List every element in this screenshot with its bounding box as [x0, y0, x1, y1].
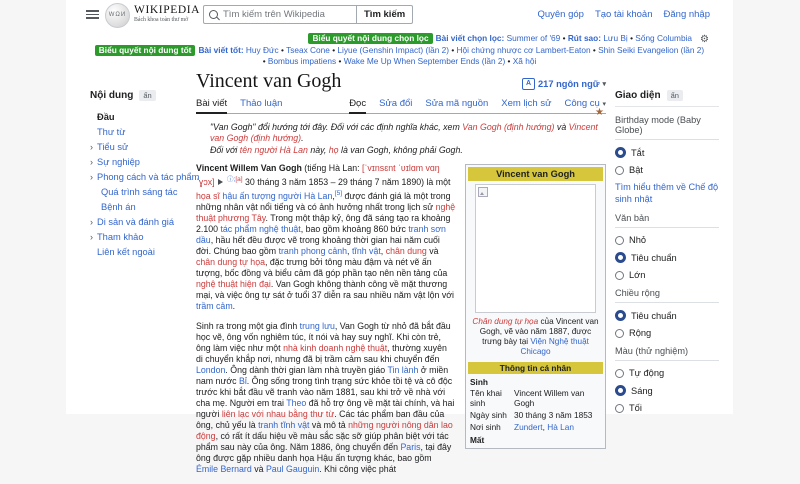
inline-text: , tại đây ông được gặp nhiều danh họa Hậu ấn tượng khác, bao gồm	[196, 441, 452, 463]
inline-link[interactable]: Wake Me Up When September Ends (lần 2)	[343, 56, 506, 66]
inline-text: •	[590, 45, 599, 55]
radio-icon	[615, 385, 626, 396]
table-of-contents	[90, 90, 200, 261]
tab-read[interactable]: Đọc	[349, 98, 366, 114]
inline-link[interactable]: Hà Lan	[547, 422, 574, 432]
inline-text: •	[262, 56, 268, 66]
good-article-vote-row	[66, 45, 733, 67]
inline-link[interactable]: Tin lành	[387, 364, 419, 375]
search-bar	[203, 5, 413, 24]
reference-superscript[interactable]: [a]	[235, 176, 243, 183]
radio-icon	[615, 310, 626, 321]
search-button[interactable]: Tìm kiếm	[357, 5, 413, 24]
inline-text: của Vincent van Gogh, vẽ vào năm 1887, được trưng bày tại	[479, 317, 599, 346]
infobox	[465, 164, 606, 449]
inline-text: •	[278, 45, 287, 55]
chevron-right-icon[interactable]: ›	[90, 157, 93, 167]
tab-history[interactable]: Xem lịch sử	[501, 98, 552, 109]
radio-color-auto[interactable]: Tự động	[615, 368, 719, 378]
page-canvas	[66, 0, 733, 474]
broken-image-icon	[478, 187, 488, 197]
toc-item-lien-ket-ngoai[interactable]: Liên kết ngoài	[97, 247, 155, 257]
good-article-vote-badge[interactable]: Biểu quyết nội dung tốt	[95, 45, 196, 56]
inline-text: ,	[332, 190, 335, 201]
toc-title: Nội dung	[90, 90, 134, 101]
inline-link[interactable]: Paris	[400, 441, 421, 452]
infobox-row-birthdate: Ngày sinh 30 tháng 3 năm 1853	[470, 410, 593, 420]
inline-text: là van Gogh, không phải Gogh.	[338, 145, 463, 155]
inline-text: . Ông dành thời gian làm nhà truyền giáo	[225, 364, 388, 375]
toc-item-benh-an[interactable]: Bệnh án	[101, 202, 136, 212]
inline-link[interactable]: tranh sơn dầu	[196, 223, 446, 245]
inline-red-link[interactable]: [ˈvɪnsɛnt ˈʋɪlɑm vɑŋ ˈɣɔx]	[196, 163, 440, 187]
chevron-down-icon: ▾	[602, 81, 606, 88]
inline-link[interactable]: Bombus impatiens	[267, 56, 337, 66]
inline-text: 30 tháng 3 năm 1853 – 29 tháng 7 năm 1890) là một	[242, 176, 451, 187]
inline-link[interactable]: trầm cảm	[196, 300, 233, 311]
radio-icon	[615, 404, 624, 413]
toc-item-tham-khao[interactable]: › Tham khảo	[90, 232, 144, 242]
tab-talk[interactable]: Thảo luận	[240, 98, 283, 109]
radio-text-large[interactable]: Lớn	[615, 270, 719, 280]
inline-red-link[interactable]: Chân dung tự họa	[472, 317, 539, 326]
inline-text: Sinh ra trong một gia đình	[196, 320, 300, 331]
inline-link[interactable]: Summer of '69	[506, 33, 561, 43]
radio-icon	[615, 369, 624, 378]
inline-link[interactable]: trung lưu	[299, 320, 335, 331]
page-title: Vincent van Gogh	[196, 70, 342, 92]
infobox-title: Vincent van Gogh	[468, 167, 603, 181]
inline-link[interactable]: Rút sao:	[567, 33, 604, 43]
inline-text: •	[449, 45, 457, 55]
inline-text: ở miền nam nước	[196, 364, 449, 386]
radio-width-wide[interactable]: Rộng	[615, 328, 719, 338]
inline-link[interactable]: Hội chứng nhược cơ Lambert-Eaton	[456, 45, 591, 55]
wordmark-title: WIKIPEDIA	[134, 4, 201, 16]
inline-link[interactable]: Émile Bernard	[196, 463, 252, 474]
site-header	[66, 0, 733, 30]
tab-tools[interactable]: Công cụ ▾	[564, 98, 606, 109]
inline-text: Đối với	[210, 145, 240, 155]
inline-red-link[interactable]: liên lạc với nhau bằng thư từ	[221, 408, 335, 419]
inline-red-link[interactable]: Van Gogh (định hướng)	[462, 122, 555, 132]
chevron-right-icon[interactable]: ›	[90, 142, 93, 152]
audio-speaker-icon[interactable]	[218, 179, 226, 185]
radio-icon	[615, 166, 624, 175]
wikipedia-wordmark[interactable]	[134, 4, 200, 23]
inline-link[interactable]: Theo	[286, 397, 307, 408]
inline-text: .	[232, 300, 236, 311]
user-links	[537, 9, 710, 20]
wordmark-tagline: Bách khoa toàn thư mở	[134, 17, 189, 23]
inline-link[interactable]: Tseax Cone	[286, 45, 330, 55]
language-selector-button[interactable]: A 217 ngôn ngữ ▾	[522, 78, 606, 90]
inline-text: . Khi công việc phát	[319, 463, 397, 474]
inline-text: được đánh giá là một trong những nhân vật nổi tiếng và có ảnh hưởng nhất trong lịch sử	[196, 190, 451, 212]
inline-link[interactable]: hậu ấn tượng	[222, 190, 276, 201]
search-placeholder: Tìm kiếm trên Wikipedia	[223, 9, 325, 20]
radio-width-standard[interactable]: Tiêu chuẩn	[615, 310, 719, 321]
inline-text: và	[251, 463, 266, 474]
toc-item-thu-tu[interactable]: Thư từ	[97, 127, 126, 137]
infobox-row-birthplace: Nơi sinh Zundert, Hà Lan	[470, 422, 574, 432]
appearance-panel	[615, 90, 719, 420]
radio-birthday-off[interactable]: Tắt	[615, 147, 719, 158]
inline-link[interactable]: tranh phong cảnh	[278, 245, 348, 256]
article-body	[196, 163, 606, 475]
inline-text: •	[329, 45, 338, 55]
inline-link[interactable]: Shin Seiki Evangelion (lần 2)	[598, 45, 705, 55]
reference-superscript[interactable]: ⓘ;	[227, 176, 236, 183]
inline-link[interactable]: tác phẩm nghệ thuật	[220, 223, 301, 234]
inline-text: , có rất ít dấu hiệu về màu sắc sặc sỡ giúp phân biệt với tác phẩm sau này của ông. Năm 1886, ông chuyển đến	[196, 430, 449, 452]
reference-superscript[interactable]: [5]	[334, 189, 343, 197]
section-birthday-mode: Birthday mode (Baby Globe)	[615, 115, 719, 140]
hatnotes	[210, 122, 606, 156]
inline-text: •	[627, 33, 636, 43]
radio-icon	[615, 252, 626, 263]
inline-red-link[interactable]: họ	[328, 145, 339, 155]
hatnote-dutch-name	[210, 145, 606, 156]
radio-birthday-on[interactable]: Bật	[615, 165, 719, 175]
appearance-hide-button[interactable]: ẩn	[667, 90, 683, 101]
inline-text: và	[426, 245, 439, 256]
inline-link[interactable]: người Hà Lan	[278, 190, 333, 201]
featured-vote-badge[interactable]: Biểu quyết nội dung chọn lọc	[308, 33, 432, 44]
chevron-right-icon[interactable]: ›	[90, 217, 93, 227]
search-icon	[209, 10, 218, 19]
inline-text: .	[301, 133, 304, 143]
site-notice	[66, 33, 733, 67]
hamburger-menu-icon[interactable]	[86, 10, 99, 19]
inline-red-link[interactable]: tên người Hà Lan	[239, 145, 308, 155]
inline-link[interactable]: Bài viết tốt:	[198, 45, 246, 55]
inline-text: "Van Gogh" đổi hướng tới đây. Đối với các định nghĩa khác, xem	[210, 122, 463, 132]
toc-item-phong-cach[interactable]: › Phong cách và tác phẩm	[90, 172, 200, 182]
inline-link[interactable]: Bỉ	[238, 375, 247, 386]
inline-red-link[interactable]: họa sĩ	[196, 190, 220, 201]
inline-text	[215, 177, 217, 187]
toc-item-dau[interactable]: Đầu	[97, 112, 115, 122]
good-article-vote-links	[198, 45, 704, 66]
chevron-right-icon[interactable]: ›	[90, 172, 93, 182]
create-account-link[interactable]: Tạo tài khoản	[594, 9, 653, 20]
inline-link[interactable]: tranh tĩnh vật	[258, 419, 310, 430]
inline-link[interactable]: Lưu Bị	[603, 33, 628, 43]
section-width: Chiều rộng	[615, 288, 719, 303]
appearance-title: Giao diện	[615, 90, 661, 101]
toc-hide-button[interactable]: ẩn	[139, 90, 155, 101]
infobox-section-personal: Thông tin cá nhân	[468, 362, 603, 374]
inline-text: , hầu hết đều được vẽ trong khoảng thời gian hai năm cuối đời. Chúng bao gồm	[196, 234, 440, 256]
radio-color-dark[interactable]: Tối	[615, 403, 719, 413]
inline-text: , đặc trưng bởi tông màu đậm và nét vẽ ấn tượng, bốc đồng và biểu cảm đã góp phần tạo nên nền tảng của	[196, 256, 448, 278]
inline-link[interactable]: Bài viết chọn lọc:	[435, 33, 507, 43]
inline-text: ,	[347, 245, 352, 256]
toc-item-qua-trinh[interactable]: Quá trình sáng tác	[101, 187, 178, 197]
inline-link[interactable]: London	[196, 364, 226, 375]
toc-item-su-nghiep[interactable]: › Sự nghiệp	[90, 157, 140, 167]
inline-link[interactable]: Liyue (Genshin Impact) (lần 2)	[337, 45, 450, 55]
inline-text: Vincent Willem Van Gogh	[196, 163, 302, 173]
inline-red-link[interactable]: nghệ thuật hiện đại	[196, 278, 271, 289]
search-input[interactable]	[203, 5, 357, 24]
inline-text: •	[505, 56, 513, 66]
radio-icon	[615, 236, 624, 245]
inline-red-link[interactable]: nghệ thuật phương Tây	[196, 201, 456, 223]
login-link[interactable]: Đăng nhập	[663, 9, 710, 20]
inline-text: •	[336, 56, 344, 66]
infobox-caption	[468, 316, 603, 360]
radio-icon	[615, 271, 624, 280]
inline-text: . Trong một thập kỷ, ông đã sáng tạo ra khoảng 2.100	[196, 212, 451, 234]
section-color: Màu (thử nghiệm)	[615, 346, 719, 361]
inline-text: . Ông sống trong tình trạng sức khỏe tồi tệ và cô độc trước khi bắt đầu vẽ tranh vào năm 1881, sau khi trở về nhà với cha mẹ. Người em trai	[196, 375, 453, 408]
wikipedia-globe-logo[interactable]: WΩИ	[105, 3, 130, 28]
inline-red-link[interactable]: chân dung	[385, 245, 427, 256]
infobox-group-birth: Sinh	[470, 377, 488, 387]
inline-text: , Van Gogh từ nhỏ đã bắt đầu học vẽ, ông vốn nghiêm túc, ít nói và hay suy nghĩ. Khi còn trẻ, ông làm việc như một	[196, 320, 451, 353]
donate-link[interactable]: Quyên góp	[537, 9, 584, 20]
article-tabs	[196, 98, 606, 114]
toc-item-di-san[interactable]: › Di sản và đánh giá	[90, 217, 175, 227]
infobox-portrait-image[interactable]	[475, 184, 596, 313]
inline-link[interactable]: Viện Nghệ thuật Chicago	[520, 337, 589, 356]
featured-vote-row	[66, 33, 733, 45]
inline-text: (tiếng Hà Lan:	[301, 163, 362, 173]
radio-text-small[interactable]: Nhỏ	[615, 235, 719, 245]
inline-text: . Van Gogh không thành công về mặt thương mại, và việc ông tự sát ở tuổi 37 diễn ra sau nhiều năm vật lộn với	[196, 278, 455, 300]
chevron-down-icon: ▾	[602, 101, 606, 108]
inline-text: này,	[307, 145, 329, 155]
inline-text: đã hỗ trợ ông về mặt tài chính, và hai người	[196, 397, 455, 419]
inline-red-link[interactable]: Vincent van Gogh (định hướng)	[210, 122, 598, 143]
radio-icon	[615, 147, 626, 158]
inline-text: •	[560, 33, 568, 43]
inline-link[interactable]: Xã hội	[512, 56, 537, 66]
inline-link[interactable]: Zundert	[514, 422, 543, 432]
language-icon: A	[522, 78, 535, 90]
inline-red-link[interactable]: những người nông dân lao động	[196, 419, 453, 441]
inline-link[interactable]: Paul Gauguin	[265, 463, 320, 474]
inline-link[interactable]: Huy Đức	[245, 45, 279, 55]
infobox-row-birthname: Tên khai sinh Vincent Willem van Gogh	[470, 388, 585, 408]
section-text-size: Văn bản	[615, 213, 719, 228]
birthday-mode-learn-link[interactable]: Tìm hiểu thêm về Chế độ sinh nhật	[615, 182, 719, 204]
inline-text: , thường xuyên di chuyển khắp nơi, nhưng đã bị trầm cảm sau khi chuyển đến	[196, 342, 447, 364]
tab-article[interactable]: Bài viết	[196, 98, 227, 114]
inline-red-link[interactable]: chân dung tự họa	[196, 256, 265, 267]
inline-text: . Các tác phẩm ban đầu của ông, chủ yếu là	[196, 408, 445, 430]
toc-item-tieu-su[interactable]: › Tiểu sử	[90, 142, 129, 152]
hatnote-disambiguation	[210, 122, 606, 144]
featured-article-star-icon[interactable]: ★	[595, 107, 604, 118]
radio-icon	[615, 329, 624, 338]
inline-text: , bao gồm khoảng 860 bức	[300, 223, 409, 234]
chevron-right-icon[interactable]: ›	[90, 232, 93, 242]
radio-text-standard[interactable]: Tiêu chuẩn	[615, 252, 719, 263]
inline-link[interactable]: Sống Columbia	[635, 33, 693, 43]
article-content	[196, 70, 606, 484]
tab-edit-source[interactable]: Sửa mã nguồn	[425, 98, 489, 109]
inline-text: ,	[380, 245, 386, 256]
radio-color-light[interactable]: Sáng	[615, 385, 719, 396]
inline-link[interactable]: tĩnh vật	[351, 245, 381, 256]
featured-vote-links	[436, 33, 692, 43]
banner-gear-icon[interactable]: ⚙	[700, 34, 709, 45]
infobox-group-death: Mất	[470, 435, 485, 445]
tab-edit[interactable]: Sửa đổi	[379, 98, 413, 109]
inline-text: và	[554, 122, 569, 132]
inline-text: và mô tả	[309, 419, 349, 430]
inline-red-link[interactable]: nhà kinh doanh nghệ thuật	[283, 342, 388, 353]
inline-text: ,	[542, 422, 548, 432]
